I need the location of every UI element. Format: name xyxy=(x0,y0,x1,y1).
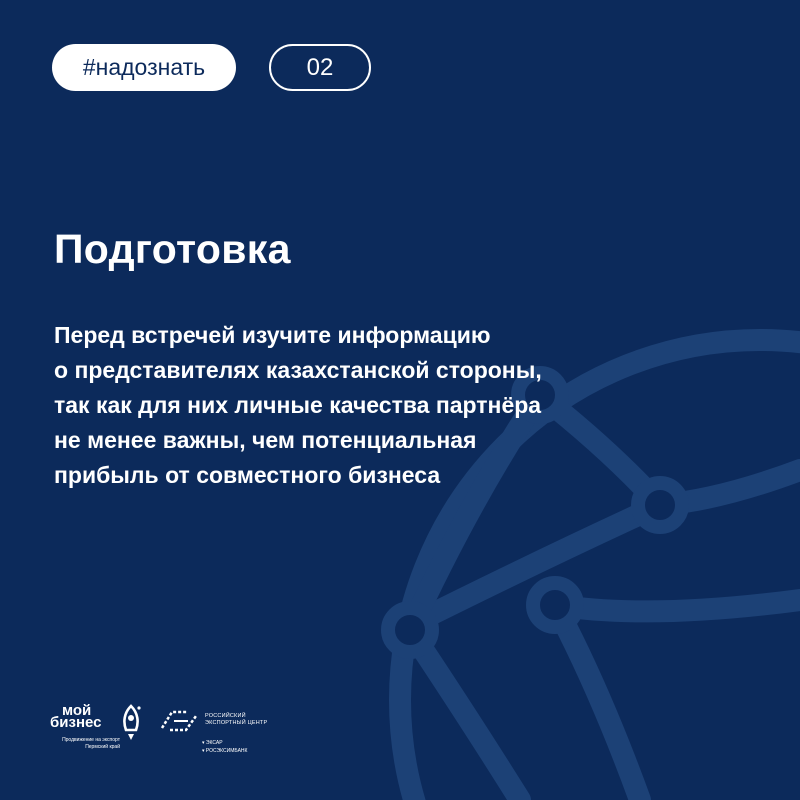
footer-logos xyxy=(50,700,310,770)
rec-name-line: ЭКСПОРТНЫЙ ЦЕНТР xyxy=(205,720,268,726)
hashtag-pill: #надознать xyxy=(52,44,236,91)
logo-subtitle-line: Продвижение на экспорт xyxy=(62,737,120,743)
body-text xyxy=(54,318,694,493)
rec-partner-label: ЭКСАР xyxy=(205,740,223,746)
rocket-icon xyxy=(120,704,142,742)
logo-word-bottom: бизнес xyxy=(50,714,102,731)
logo-subtitle xyxy=(50,737,120,751)
rec-partners xyxy=(202,739,247,755)
body-line: не менее важны, чем потенциальная xyxy=(54,427,477,453)
page-title: Подготовка xyxy=(54,226,291,272)
rec-partner-line: ▾ РОСЭКСИМБАНК xyxy=(202,748,248,754)
body-line: так как для них личные качества партнёра xyxy=(54,392,542,418)
rec-partner-label: РОСЭКСИМБАНК xyxy=(205,748,248,754)
logo-subtitle-line: Пермский край xyxy=(85,744,120,750)
body-line: прибыль от совместного бизнеса xyxy=(54,462,441,488)
rec-name-line: РОССИЙСКИЙ xyxy=(205,713,246,719)
page-number-pill: 02 xyxy=(269,44,371,91)
rec-partner-line: ▾ ЭКСАР xyxy=(202,740,223,746)
body-line: Перед встречей изучите информацию xyxy=(54,322,491,348)
rec-emblem-icon xyxy=(158,708,200,736)
body-line: о представителях казахстанской стороны, xyxy=(54,357,542,383)
rec-name xyxy=(205,713,267,727)
rec-logo xyxy=(158,706,308,766)
moy-biznes-logo xyxy=(50,700,150,762)
logo-word-top: мой xyxy=(62,702,92,719)
